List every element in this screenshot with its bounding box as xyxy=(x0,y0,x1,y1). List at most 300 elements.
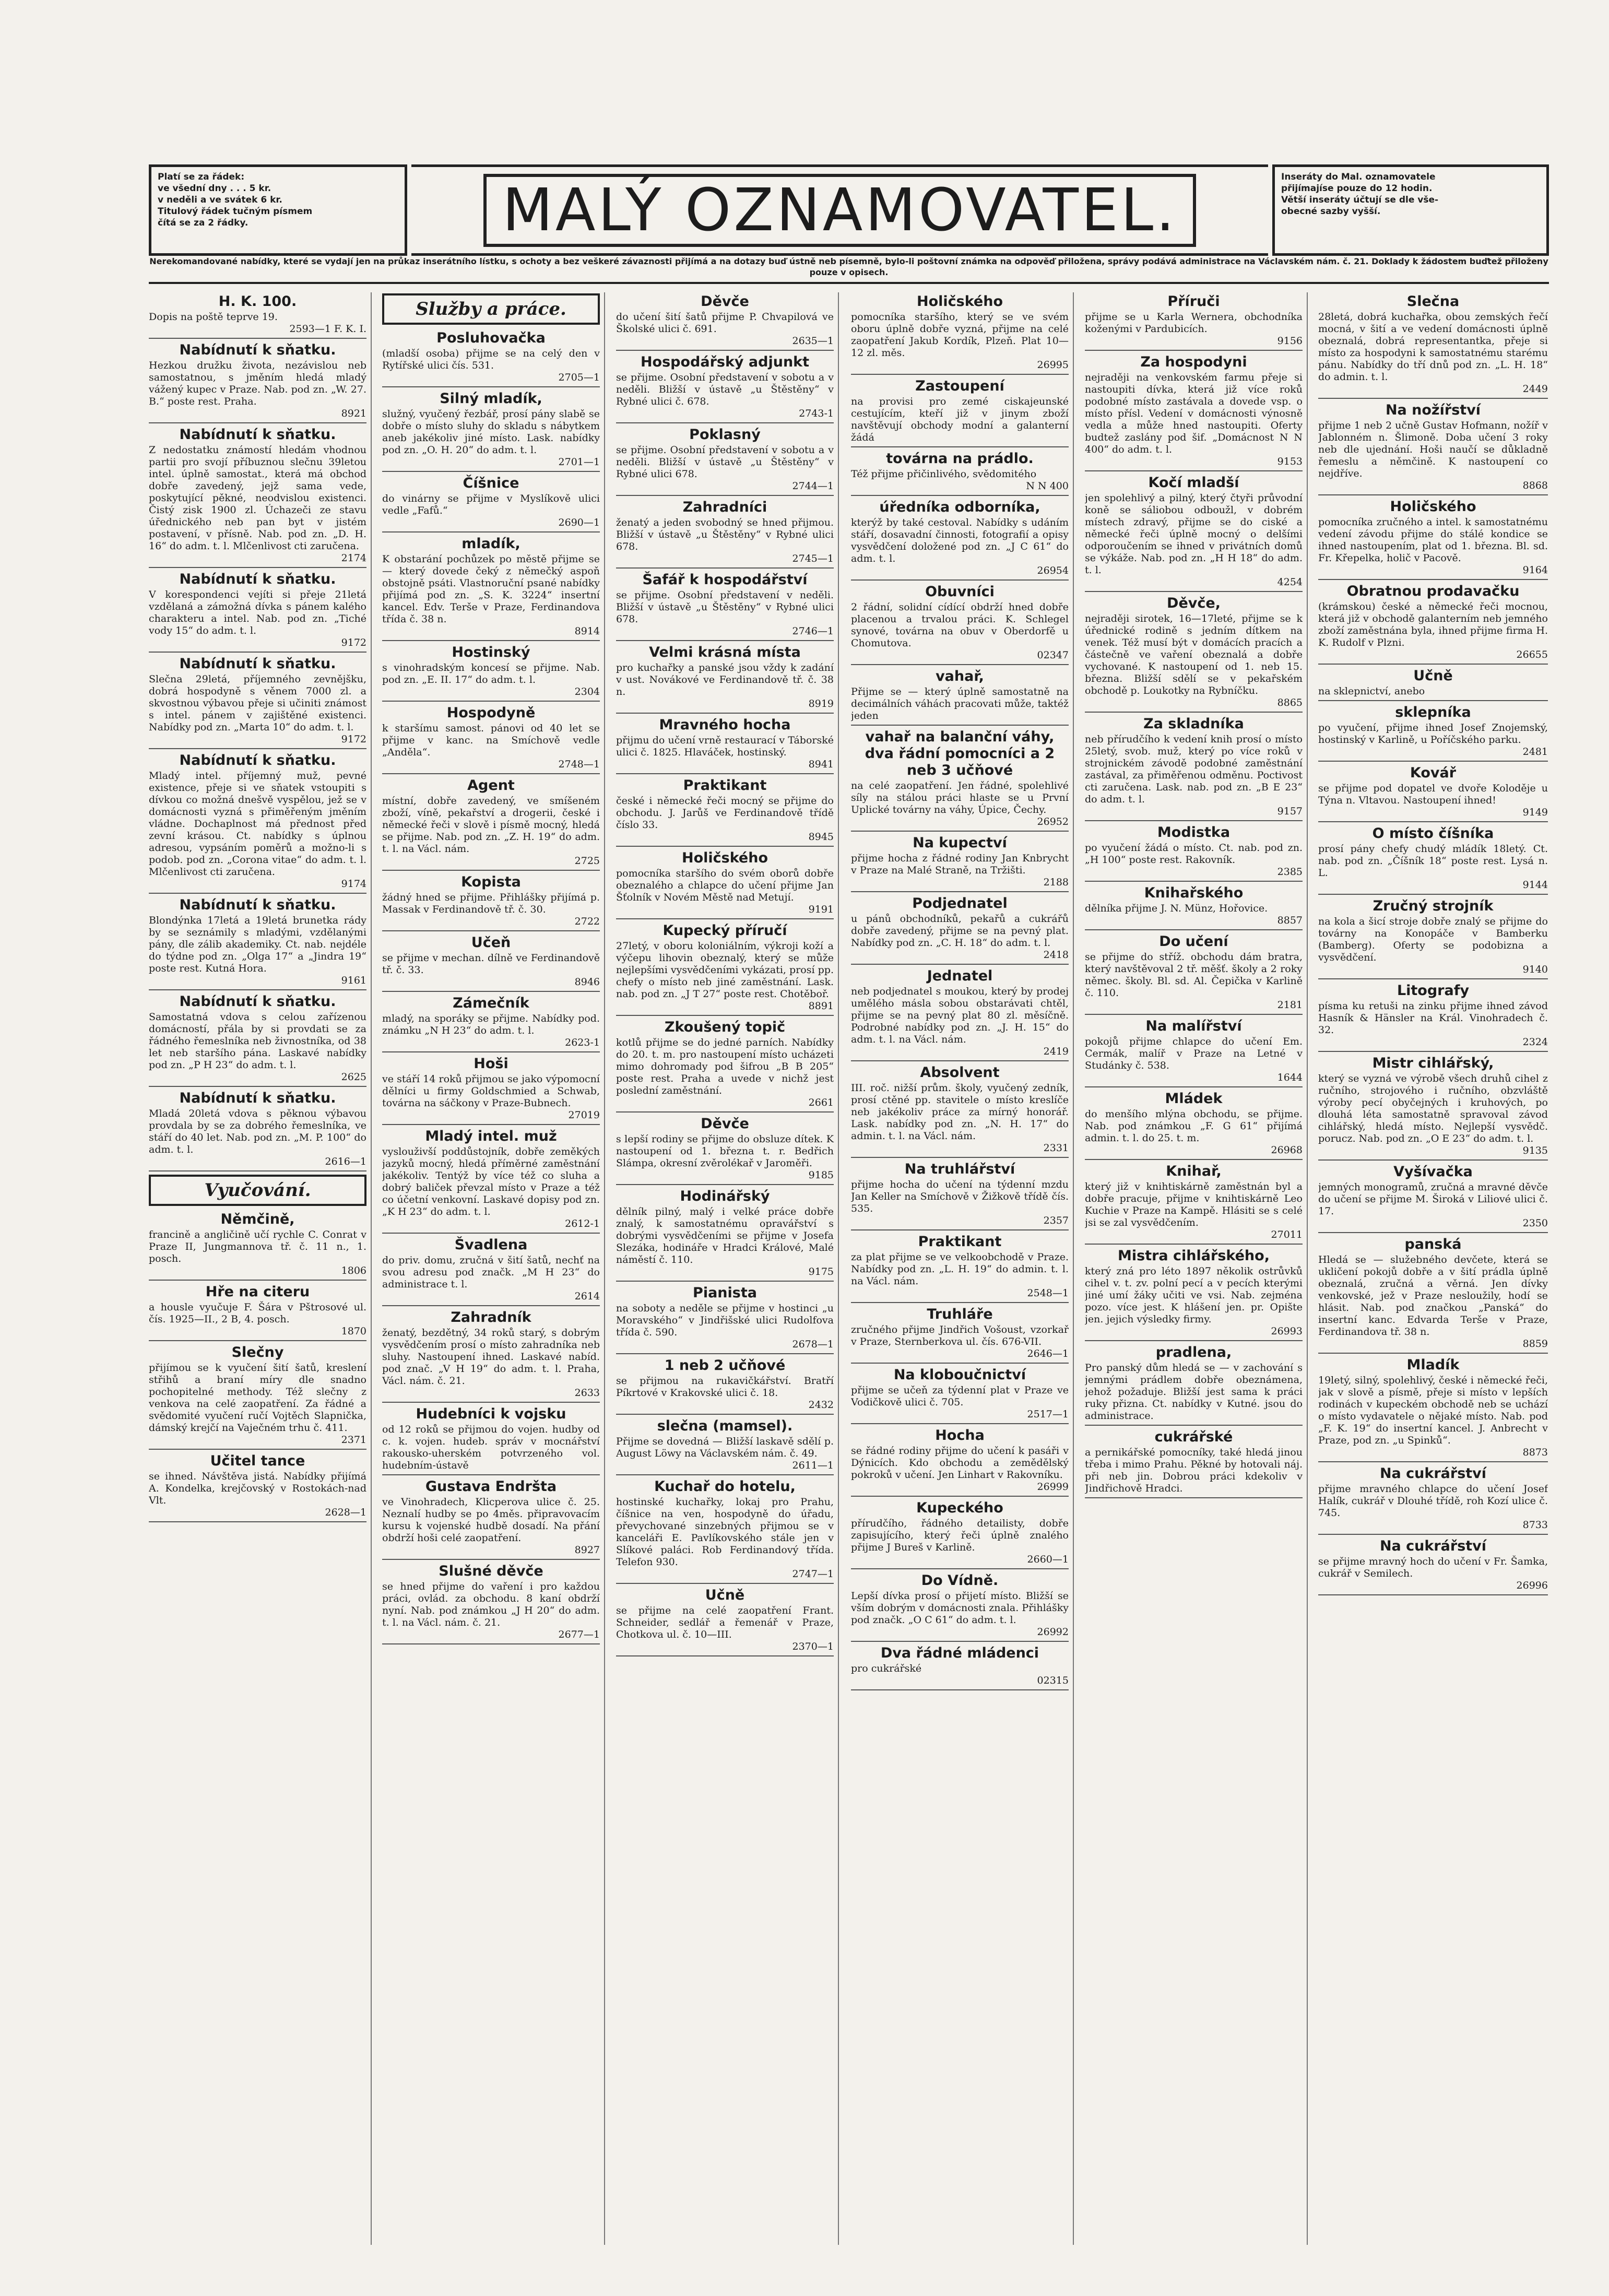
ad-divider xyxy=(1085,929,1303,930)
ad-divider xyxy=(1318,1353,1548,1354)
ad-code: 9172 xyxy=(341,733,366,745)
ad-divider xyxy=(851,725,1069,726)
classified-ad xyxy=(1085,1429,1303,1498)
classified-ad xyxy=(149,752,366,894)
ad-code: 2745—1 xyxy=(792,553,834,564)
ad-code: 2690—1 xyxy=(558,517,600,528)
masthead xyxy=(149,164,1549,256)
ad-divider xyxy=(1085,712,1303,713)
classified-ad xyxy=(616,499,834,569)
ad-text: pomocníka staršího do svém oborů dobře obeznalého a chlapce do učení přijme Jan Šťolník v Novém Městě nad Metují. xyxy=(616,868,834,903)
ad-code: 9174 xyxy=(341,878,366,890)
classified-ad xyxy=(616,644,834,714)
ad-heading: Nabídnutí k sňatku. xyxy=(179,752,336,768)
classified-ad xyxy=(149,993,366,1087)
ad-text: se řádné rodiny přijme do učení k pasáři v Dýnicích. Kdo obchodu a zemědělský pokroků v učení. Jen Linhart v Rakovníku. xyxy=(851,1445,1069,1481)
ad-code: 2743-1 xyxy=(799,408,834,419)
ad-code: 26952 xyxy=(1037,816,1069,827)
ad-text: se přijme. Osobní představení v sobotu a v neděli. Bližší v ústavě „u Štěstěny“ v Rybné ulici 678. xyxy=(616,444,834,480)
classified-ad xyxy=(616,572,834,641)
classified-ad xyxy=(1085,1091,1303,1160)
ad-heading: Na kupectví xyxy=(913,835,1007,851)
ad-text: přijme hocha z řádné rodiny Jan Knbrycht v Praze na Malé Straně, na Tržišti. xyxy=(851,853,1069,876)
ad-divider xyxy=(149,567,366,568)
ad-heading: Absolvent xyxy=(920,1064,1000,1081)
ad-text: 28letá, dobrá kuchařka, obou zemských řečí mocná, v šití a ve vedení domácnosti úplně obeznalá, dobrá representantka, přeje si místo za hospodyni k samostatnému starému pánu. Nabídky do tří dnů pod zn. „L. H. 18“ do admin. t. l. xyxy=(1318,311,1548,383)
ad-heading: Na kloboučnictví xyxy=(893,1367,1026,1383)
ad-text: po vyučení, přijme ihned Josef Znojemský, hostinský v Karlině, u Poříčského parku. xyxy=(1318,722,1548,745)
ad-heading: Truhláře xyxy=(927,1306,993,1322)
ad-divider xyxy=(382,1051,600,1052)
ad-code: 8941 xyxy=(808,759,834,770)
ad-code: 2449 xyxy=(1522,383,1548,395)
ad-divider xyxy=(851,1060,1069,1061)
ad-code: 2748—1 xyxy=(558,759,600,770)
ad-heading: Kupeckého xyxy=(916,1500,1003,1516)
ad-heading: Děvče xyxy=(701,1116,749,1132)
ad-divider xyxy=(149,1449,366,1450)
ad-heading: Nabídnutí k sňatku. xyxy=(179,897,336,913)
ad-code: 2623-1 xyxy=(565,1037,600,1048)
ad-text: služný, vyučený řezbář, prosí pány slabě se dobře o místo sluhy do skladu s nábytkem aneb jakékoliv jiné místo. Lask. nabídky pod zn. „O. H. 20“ do adm. t. l. xyxy=(382,408,600,456)
ad-text: přijmu do učení vrně restaurací v Táborské ulici č. 1825. Hlaváček, hostinský. xyxy=(616,735,834,758)
classified-ad xyxy=(1085,1344,1303,1426)
classified-ad xyxy=(851,584,1069,665)
ad-divider xyxy=(851,1568,1069,1569)
classified-ad xyxy=(616,1116,834,1185)
ad-code: 2612-1 xyxy=(565,1218,600,1229)
ad-heading: Mládek xyxy=(1165,1091,1223,1107)
ad-divider xyxy=(149,1521,366,1522)
ad-text: 27letý, v oboru koloniálním, výkroji koží a výčepu lihovin obeznalý, který se může nejlepšími vysvědčeními vykázati, prosí pp. chefy o místo neb jiné zaměstnání. Lask. nab. pod zn. „J T 27“ poste rest. Chotěboř. xyxy=(616,940,834,1000)
classified-ad xyxy=(616,1418,834,1475)
ad-code: 26995 xyxy=(1037,359,1069,371)
ad-code: 8859 xyxy=(1522,1338,1548,1350)
ad-text: a pernikářské pomocníky, také hledá jinou třeba i mimo Prahu. Pěkné by hotovali náj. při neb jin. Dobrou práci kdekoliv v Jindřichově Hradci. xyxy=(1085,1447,1303,1494)
classified-ad xyxy=(851,1367,1069,1424)
classified-ad xyxy=(851,1064,1069,1158)
classified-ad xyxy=(382,1237,600,1306)
classified-ad xyxy=(382,330,600,387)
ad-heading: Učně xyxy=(705,1587,745,1603)
ad-heading: Knihařského xyxy=(1144,885,1244,901)
ad-text: Přijme se — který úplně samostatně na decimálních váhách pracovati může, taktéž jeden xyxy=(851,686,1069,721)
ad-text: pokojů přijme chlapce do učení Em. Cermák, malíř v Praze na Letné v Studánky č. 538. xyxy=(1085,1036,1303,1071)
classified-ad xyxy=(851,293,1069,375)
ad-code: 9140 xyxy=(1522,964,1548,975)
ad-heading: Holičského xyxy=(916,293,1003,310)
classified-ad xyxy=(851,378,1069,447)
ad-text: jemných monogramů, zručná a mravné děvče do učení se přijme M. Široká v Liliové ulici č. 17. xyxy=(1318,1181,1548,1217)
classified-ad xyxy=(1318,1055,1548,1161)
ad-code: 2701—1 xyxy=(558,456,600,468)
ad-code: 02347 xyxy=(1037,649,1069,661)
ad-heading: Holičského xyxy=(1390,499,1476,515)
ad-divider xyxy=(616,567,834,569)
ad-text: Samostatná vdova s celou zařízenou domácností, přála by si provdati se za řádného řemeslníka neb živnostníka, od 38 let neb staršího pána. Laskavé nabídky pod zn. „P H 23“ do adm. t. l. xyxy=(149,1011,366,1071)
ad-heading: Nabídnutí k sňatku. xyxy=(179,1090,336,1106)
ad-text: hostinské kuchařky, lokaj pro Prahu, číšnice na ven, hospodyně do úřadu, převychované sinzebných přijmou se v kanceláři E. Pavlíkovského stále jen v Slíkové paláci. Rob Ferdinandový třída. Telefon 930. xyxy=(616,1496,834,1568)
ad-heading: Poklasný xyxy=(689,427,761,443)
ad-heading: Litografy xyxy=(1397,983,1470,999)
classified-ad xyxy=(382,475,600,532)
ad-code: 9149 xyxy=(1522,807,1548,818)
ad-divider xyxy=(616,1111,834,1113)
ad-code: 2722 xyxy=(574,916,600,927)
ad-text: písma ku retuši na zinku přijme ihned závod Hasník & Hänsler na Král. Vinohradech č. 32. xyxy=(1318,1000,1548,1036)
ad-code: 9135 xyxy=(1522,1145,1548,1156)
deadline-line: Větší inseráty účtují se dle vše- xyxy=(1281,195,1439,205)
ad-text: pro kuchařky a panské jsou vždy k zadání v ust. Novákové ve Ferdinandově tř. č. 38 n. xyxy=(616,662,834,697)
ad-code: 2646—1 xyxy=(1027,1348,1069,1359)
ad-code: 2371 xyxy=(341,1434,366,1446)
column-2 xyxy=(382,292,605,2245)
ad-divider xyxy=(851,1423,1069,1424)
classified-ad xyxy=(149,897,366,990)
ad-heading: Na truhlářství xyxy=(904,1161,1015,1177)
ad-divider xyxy=(1318,700,1548,701)
ad-text: u pánů obchodníků, pekařů a cukrářů dobře zavedený, přijme se na pevný plat. Nabídky pod zn. „C. H. 18“ do adm. t. l. xyxy=(851,913,1069,949)
ad-heading: Kuchař do hotelu, xyxy=(654,1478,796,1495)
ad-text: V korespondenci vejíti si přeje 21letá vzdělaná a zámožná dívka s pánem kalého charakteru a intel. Nab. pod zn. „Tiché vody 15“ do adm. t. l. xyxy=(149,589,366,636)
ad-heading: Hostinský xyxy=(452,644,530,660)
ad-text: se přijmou na rukavičkářství. Bratří Píkrtové v Krakovské ulici č. 18. xyxy=(616,1375,834,1399)
ad-heading: Gustava Endršta xyxy=(425,1478,557,1495)
ad-code: 26993 xyxy=(1271,1325,1303,1337)
classified-ad xyxy=(1318,1236,1548,1354)
ad-text: ve Vinohradech, Klicperova ulice č. 25. Neznalí hudby se po 4měs. připravovacím kursu k vojenské hudbě dosadí. Na přání obdrží hoši celé zaopatření. xyxy=(382,1496,600,1544)
ad-code: 4254 xyxy=(1277,576,1303,588)
ad-divider xyxy=(149,338,366,339)
ad-divider xyxy=(1318,1461,1548,1462)
classified-ad xyxy=(382,777,600,871)
ad-code: 2357 xyxy=(1043,1215,1069,1226)
ad-heading: mladík, xyxy=(462,536,520,552)
ad-code: 8868 xyxy=(1522,480,1548,491)
ad-text: za plat přijme se ve velkoobchodě v Praze. Nabídky pod zn. „L. H. 19“ do admin. t. l. na Václ. nám. xyxy=(851,1251,1069,1287)
ad-text: (krámskou) české a německé řeči mocnou, která již v obchodě galanterním neb jemného zboží zaměstnána byla, ihned přijme firma H. K. Rudolf v Plzni. xyxy=(1318,601,1548,648)
ad-code: 2370—1 xyxy=(792,1641,834,1652)
ad-divider xyxy=(851,1157,1069,1158)
ad-code: 2635—1 xyxy=(792,335,834,347)
ad-code: 2593—1 F. K. I. xyxy=(289,323,366,335)
deadline-line: obecné sazby vyšší. xyxy=(1281,206,1381,217)
ad-text: se přijme do stříž. obchodu dám bratra, který navštěvoval 2 tř. měšť. školy a 2 roky němec. školy. Bl. sd. Al. Čepička v Karlině č. 110. xyxy=(1085,951,1303,999)
ad-divider xyxy=(149,1170,366,1171)
ad-divider xyxy=(1085,1340,1303,1341)
masthead-notice: Nerekomandované nabídky, které se vydají jen na průkaz inserátního lístku, s ochoty a bez veškeré závaznosti přijímá a na dotazy buď ústně neb písemně, bylo-li poštovní známka na odpověď přiložena, správy podává administrace na Václavském nám. č. 21. Doklady k žádostem buďtež přiloženy pouze v opisech. xyxy=(149,256,1549,284)
ad-code: 8857 xyxy=(1277,915,1303,926)
ad-text: ženatý a jeden svobodný se hned přijmou. Bližší v ústavě „u Štěstěny“ v Rybné ulici 678. xyxy=(616,517,834,552)
ad-code: 8945 xyxy=(808,831,834,843)
ad-divider xyxy=(1318,821,1548,822)
ad-heading: Hudebníci k vojsku xyxy=(416,1406,566,1422)
classified-ad xyxy=(149,1284,366,1341)
ad-code: 9191 xyxy=(808,904,834,915)
classified-ad xyxy=(382,995,600,1052)
ad-code: N N 400 xyxy=(1026,480,1069,492)
classified-ad xyxy=(1085,1163,1303,1245)
ad-divider xyxy=(1085,820,1303,821)
ad-heading: Na cukrářství xyxy=(1379,1465,1487,1482)
rates-line: Titulový řádek tučným písmem xyxy=(158,206,313,217)
ad-divider xyxy=(1318,978,1548,979)
ad-text: s lepší rodiny se přijme do obsluze dítek. K nastoupení od 1. března t. r. Bedřich Slámpa, okresní zvěrolékař v Jaroměři. xyxy=(616,1133,834,1169)
ad-heading: Mladík xyxy=(1406,1357,1460,1373)
classified-ad xyxy=(851,1161,1069,1230)
ad-heading: Kupecký příručí xyxy=(662,922,787,939)
ad-divider xyxy=(149,1086,366,1087)
classified-ad xyxy=(616,1188,834,1282)
ad-divider xyxy=(149,422,366,423)
ad-code: 2181 xyxy=(1277,999,1303,1011)
ad-divider xyxy=(616,1353,834,1354)
ad-text: neb podjednatel s moukou, který by prodej umělého másla sobou obstarávati chtěl, přijme se na pevný plat 80 zl. měsíčně. Podrobné nabídky pod zn. „J. H. 15“ do adm. t. l. na Václ. nám. xyxy=(851,986,1069,1045)
classified-ad xyxy=(149,342,366,423)
ad-divider xyxy=(382,1233,600,1234)
ad-code: 2331 xyxy=(1043,1142,1069,1154)
ad-text: přijme se učeň za týdenní plat v Praze ve Vodičkově ulici č. 705. xyxy=(851,1384,1069,1408)
ad-code: 8865 xyxy=(1277,697,1303,708)
ad-heading: Zahradníci xyxy=(682,499,767,515)
ad-heading: Šafář k hospodářství xyxy=(642,572,808,588)
ad-heading: Na cukrářství xyxy=(1379,1538,1487,1554)
ad-code: 8919 xyxy=(808,698,834,709)
classified-ad xyxy=(851,968,1069,1061)
ad-text: neb přírudčího k vedení knih prosí o místo 25letý, svob. muž, který po více roků v strojnickém závodě podobné zaměstnání zastával, za přiměřenou odměnu. Poctivost cti zaručena. Lask. nab. pod zn. „B E 23“ do adm. t. l. xyxy=(1085,733,1303,805)
classified-ad xyxy=(851,895,1069,965)
classified-ad xyxy=(851,1500,1069,1569)
ad-divider xyxy=(382,640,600,641)
ad-code: 9153 xyxy=(1277,456,1303,467)
ad-heading: Zkoušený topič xyxy=(664,1019,786,1035)
ad-divider xyxy=(1085,350,1303,351)
ad-code: 2324 xyxy=(1522,1036,1548,1048)
deadline-line: Inseráty do Mal. oznamovatele xyxy=(1281,172,1436,182)
ad-divider xyxy=(149,1340,366,1341)
ad-code: 1644 xyxy=(1277,1072,1303,1083)
ad-heading: Obratnou prodavačku xyxy=(1346,583,1520,599)
ad-divider xyxy=(382,1305,600,1306)
classified-ad xyxy=(1318,499,1548,580)
ad-text: se přijme v mechan. dílně ve Ferdinandově tř. č. 33. xyxy=(382,952,600,976)
ad-text: s vinohradským koncesí se přijme. Nab. pod zn. „E. II. 17“ do adm. t. l. xyxy=(382,662,600,685)
ad-divider xyxy=(851,664,1069,665)
ad-heading: Praktikant xyxy=(683,777,767,794)
ad-text: na kola a šicí stroje dobře znalý se přijme do továrny na Konopáče v Bamberku (Bamberg). Oferty se podobizna a vysvědčení. xyxy=(1318,916,1548,963)
ad-divider xyxy=(1318,761,1548,762)
ad-code: 2678—1 xyxy=(792,1339,834,1350)
ad-text: od 12 roků se přijmou do vojen. hudby od c. k. vojen. hudeb. správ v mocnářství rakousko-uherském potvrzeného vol. hudebním-ústavě xyxy=(382,1424,600,1471)
ad-heading: Pianista xyxy=(693,1285,757,1301)
ad-divider xyxy=(616,1655,834,1656)
classified-ad xyxy=(1318,704,1548,762)
ad-text: místní, dobře zavedený, ve smíšeném zboží, víně, pekařství a drogerii, české i německé řeči v slově i písmě mocný, hledá se přijme. Nab. pod zn. „Z. H. 19“ do adm. t. l. na Václ. nám. xyxy=(382,795,600,855)
ad-heading: panská xyxy=(1404,1236,1462,1252)
ad-text: k staršímu samost. pánovi od 40 let se přijme v kanc. na Smíchově vedle „Anděla“. xyxy=(382,723,600,758)
ad-heading: Posluhovačka xyxy=(436,330,546,346)
ad-text: III. roč. nižší prům. školy, vyučený zedník, prosí ctěné pp. stavitele o místo kreslíče neb jakékoliv práce za mírný honorář. Lask. nabídky pod zn. „N. H. 17“ do admin. t. l. na Václ. nám. xyxy=(851,1082,1069,1142)
ad-text: se hned přijme do vaření i pro každou práci, ovlád. za obchodu. 8 kaní obdrží nyní. Nab. pod známkou „J H 20“ do adm. t. l. na Václ. nám. č. 21. xyxy=(382,1581,600,1628)
ad-heading: sklepníka xyxy=(1395,704,1471,720)
ad-text: ženatý, bezdětný, 34 roků starý, s dobrým vysvědčením prosí o místo zahradníka neb sluhy. Nastoupení ihned. Laskavé nabíd. pod znač. „V H 19“ do adm. t. l. Praha, Václ. nám. č. 21. xyxy=(382,1327,600,1387)
classified-ad xyxy=(851,1234,1069,1303)
classified-ad xyxy=(616,293,834,351)
classified-ad xyxy=(1085,1248,1303,1341)
ad-heading: Knihař, xyxy=(1166,1163,1222,1179)
classified-ad xyxy=(1318,293,1548,399)
ad-heading: Zastoupení xyxy=(915,378,1004,394)
ad-code: 9157 xyxy=(1277,806,1303,817)
ad-text: se ihned. Návštěva jistá. Nabídky přijímá A. Kondelka, krejčovský v Rostokách-nad Vlt. xyxy=(149,1471,366,1506)
ad-code: 2418 xyxy=(1043,949,1069,961)
ad-heading: Hodinářský xyxy=(680,1188,770,1204)
ad-code: 2611—1 xyxy=(792,1460,834,1471)
rates-line: ve všední dny . . . 5 kr. xyxy=(158,183,271,194)
classified-ad xyxy=(1318,898,1548,979)
ad-text: pro cukrářské xyxy=(851,1663,922,1674)
ad-text: který se vyzná ve výrobě všech druhů cihel z ručního, strojového i ručního, obzvláště výroby pecí obyčejných i kruhových, po dlouhá léta samostatně spravoval závod cihlářský, hledá místo. Nejlepší vysvědč. porucz. Nab. pod zn. „O E 23“ do adm. t. l. xyxy=(1318,1073,1548,1144)
ad-code: 2188 xyxy=(1043,877,1069,888)
classified-ad xyxy=(851,1427,1069,1497)
ad-text: do priv. domu, zručná v šití šatů, nechť na svou adresu pod značk. „M H 23“ do administrace t. l. xyxy=(382,1254,600,1290)
classified-ad xyxy=(616,777,834,847)
ad-code: 2725 xyxy=(574,855,600,867)
ad-text: do vinárny se přijme v Myslíkově ulici vedle „Fafů.“ xyxy=(382,493,600,516)
classified-ad xyxy=(1318,583,1548,665)
ad-divider xyxy=(851,1641,1069,1642)
classified-ad xyxy=(382,1563,600,1644)
classified-ad xyxy=(1318,668,1548,701)
ad-heading: Mistr cihlářský, xyxy=(1372,1055,1494,1071)
ad-text: do učení šití šatů přijme P. Chvapilová ve Školské ulici č. 691. xyxy=(616,311,834,335)
ad-text: kterýž by také cestoval. Nabídky s udáním stáří, dosavadní činnosti, fotografií a opisy vysvědčení doložené pod zn. „J C 61“ do adm. t. l. xyxy=(851,517,1069,564)
ad-code: 2174 xyxy=(341,552,366,564)
ad-text: Pro panský dům hledá se — v zachování s jemnými prádlem dobře obeznámena, jehož požaduje. Bližší jest sama k práci ruky přizna. Ct. nabídky v Kutné. jsou do administrace. xyxy=(1085,1362,1303,1422)
ad-divider xyxy=(616,1414,834,1415)
ad-code: 2419 xyxy=(1043,1046,1069,1057)
ad-text: 2 řádní, solidní cídící obdrží hned dobře placenou a trvalou práci. K. Schlegel synové, továrna na obuv v Oberdorfě u Chomutova. xyxy=(851,601,1069,649)
classified-ad xyxy=(851,668,1069,726)
classified-ad xyxy=(149,427,366,568)
deadline-line: přijímajíse pouze do 12 hodin. xyxy=(1281,183,1433,194)
ad-heading: Mistra cihlářského, xyxy=(1118,1248,1270,1264)
ad-code: 2660—1 xyxy=(1027,1554,1069,1565)
ad-divider xyxy=(1318,894,1548,895)
classified-ad xyxy=(1318,983,1548,1052)
ad-text: který již v knihtiskárně zaměstnán byl a dobře pracuje, přijme v knihtiskárně Leo Kuchie v Praze na Kampě. Hlásiti se s celé jsi se zal vysvědčením. xyxy=(1085,1181,1303,1228)
classified-ad xyxy=(851,1645,1069,1690)
ad-heading: Na malířství xyxy=(1145,1018,1242,1034)
classified-ad xyxy=(616,1019,834,1113)
ad-heading: Nabídnutí k sňatku. xyxy=(179,571,336,587)
classified-ad xyxy=(1085,885,1303,930)
ad-heading: Dva řádné mládenci xyxy=(880,1645,1039,1661)
classified-ad xyxy=(1318,825,1548,895)
ad-text: francině a angličině učí rychle C. Conrat v Praze II, Jungmannova tř. č. 11 n., 1. posch. xyxy=(149,1229,366,1264)
ad-divider xyxy=(616,1474,834,1475)
classified-ad xyxy=(149,656,366,749)
ad-divider xyxy=(851,1689,1069,1690)
ad-divider xyxy=(1318,398,1548,399)
ad-code: 2677—1 xyxy=(558,1629,600,1640)
classified-ad xyxy=(382,536,600,641)
ad-code: 27019 xyxy=(568,1109,600,1121)
ad-code: 9175 xyxy=(808,1266,834,1277)
ad-heading: Nabídnutí k sňatku. xyxy=(179,342,336,358)
column-4 xyxy=(851,292,1074,2245)
ad-heading: H. K. 100. xyxy=(218,293,297,310)
ad-heading: Slušné děvče xyxy=(439,1563,543,1579)
ad-heading: Příruči xyxy=(1167,293,1220,310)
ad-divider xyxy=(382,1559,600,1560)
classified-ad xyxy=(616,1357,834,1415)
classified-ad xyxy=(616,1285,834,1354)
ad-text: Dopis na poště teprve 19. xyxy=(149,311,278,323)
classified-ad xyxy=(1318,402,1548,495)
ad-heading: Hocha xyxy=(935,1427,985,1443)
ad-heading: Učně xyxy=(1413,668,1453,684)
ad-heading: Hře na citeru xyxy=(205,1284,310,1300)
column-1 xyxy=(149,292,372,2245)
ad-text: (mladší osoba) přijme se na celý den v Rytířské ulici čís. 531. xyxy=(382,348,600,371)
ad-code: 2628—1 xyxy=(325,1507,366,1518)
ad-divider xyxy=(149,748,366,749)
classified-ad xyxy=(382,1128,600,1234)
ad-code: 2633 xyxy=(574,1387,600,1399)
ad-heading: Učeň xyxy=(471,934,511,951)
ad-code: 8733 xyxy=(1522,1519,1548,1531)
ad-heading: Velmi krásná místa xyxy=(649,644,801,660)
ad-code: 8914 xyxy=(574,625,600,637)
ad-divider xyxy=(851,1496,1069,1497)
ad-heading: Zručný strojník xyxy=(1373,898,1494,914)
ad-heading: Nabídnutí k sňatku. xyxy=(179,656,336,672)
ad-divider xyxy=(1085,1497,1303,1498)
ad-heading: Mravného hocha xyxy=(659,717,791,733)
ad-divider xyxy=(149,652,366,653)
ad-heading: Modistka xyxy=(1157,824,1231,841)
classified-ad xyxy=(851,729,1069,832)
ad-text: jen spolehlivý a pilný, který čtyři průvodní koně se sáliobou odboužl, v dobrém místech zdravý, přijme se do ciské a německé řeči úplně mocný o delšími odporoučením se ihned v privátních domů se výkáže. Nab. pod zn. „H H 18“ do adm. t. l. xyxy=(1085,492,1303,576)
ad-code: 1806 xyxy=(341,1265,366,1276)
classified-ad xyxy=(382,934,600,992)
classified-ad xyxy=(1085,293,1303,351)
ad-heading: Zahradník xyxy=(451,1309,531,1325)
ad-text: 19letý, silný, spolehlivý, české i německé řeči, jak v slově a písmě, přeje si místo v lepších rodinách v kupeckém obchodě neb se uchází o místo vydavatele o nějaké místo. Nab. pod „F. K. 19“ do insertní kancel. J. Anbrecht v Praze, pod zn. „u Spinků“. xyxy=(1318,1375,1548,1446)
ad-heading: Děvče, xyxy=(1167,595,1221,611)
ad-heading: Učitel tance xyxy=(210,1453,305,1469)
classified-ad xyxy=(1318,1538,1548,1595)
section-heading: Vyučování. xyxy=(149,1175,366,1206)
ad-text: přijímou se k vyučení šití šatů, kreslení střihů a braní míry dle snadno pochopitelné methody. Též slečny z venkova na celé zaopatření. Za řádné a svědomité vyučení ručí Vojtěch Slapnička, dámský krejčí na Vaječném trhu č. 411. xyxy=(149,1362,366,1434)
ad-text: na sklepnictví, anebo xyxy=(1318,685,1425,697)
ad-divider xyxy=(1318,664,1548,665)
ad-code: 2350 xyxy=(1522,1217,1548,1229)
ad-text: K obstarání pochůzek po městě přijme se — který dovede čeký z němečký aspoň obstojně psáti. Vlastnoruční psané nabídky přijímá pod zn. „S. K. 3224“ insertní kancel. Edv. Terše v Praze, Ferdinandova třída č. 38 n. xyxy=(382,553,600,625)
ad-divider xyxy=(382,773,600,774)
ad-heading: úředníka odborníka, xyxy=(879,499,1040,515)
ad-divider xyxy=(616,1583,834,1584)
ad-divider xyxy=(382,471,600,472)
ad-heading: Děvče xyxy=(701,293,749,310)
ad-divider xyxy=(1318,1594,1548,1595)
ad-text: mladý, na sporáky se přijme. Nabídky pod. známku „N H 23“ do adm. t. l. xyxy=(382,1013,600,1036)
rates-box xyxy=(149,164,407,256)
ad-heading: Slečny xyxy=(231,1344,284,1360)
ad-divider xyxy=(851,579,1069,581)
ad-heading: Na nožířství xyxy=(1385,402,1481,418)
